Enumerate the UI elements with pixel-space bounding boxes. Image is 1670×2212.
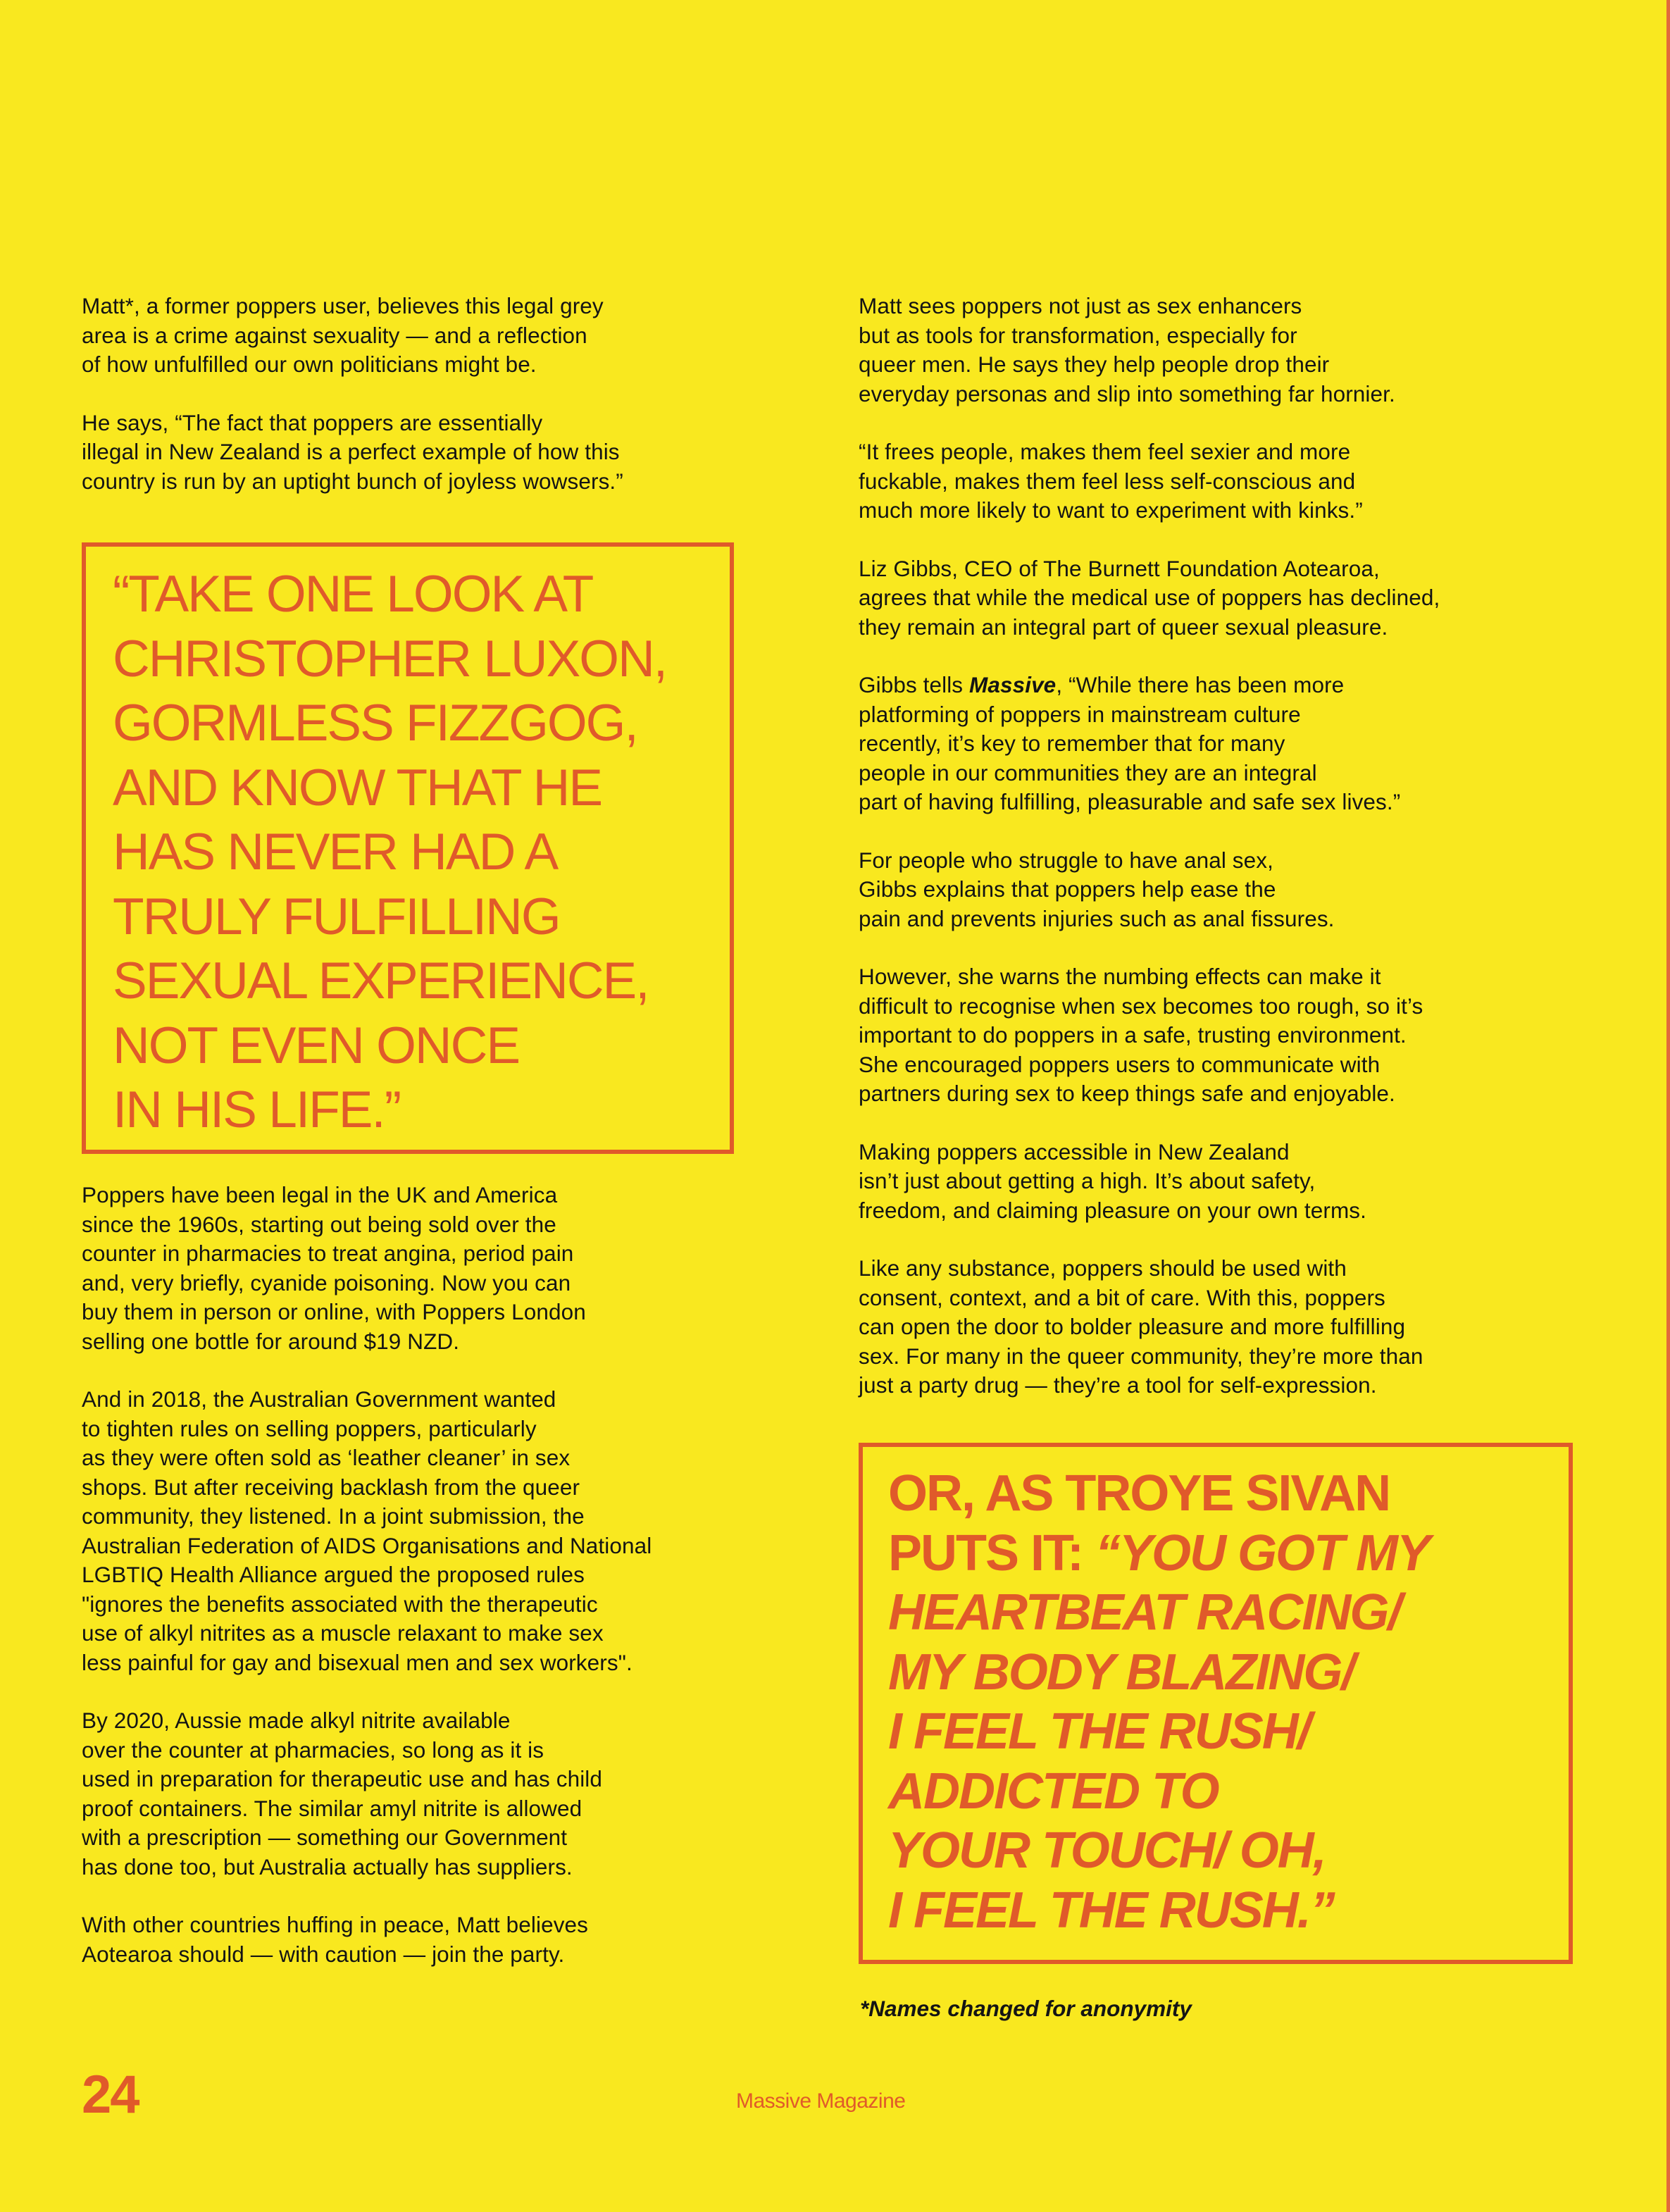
paragraph-matt-quote: He says, “The fact that poppers are essentially illegal in New Zealand is a perfect example of how this country is run by an uptight bunch of joyless wowsers.” (82, 409, 623, 494)
paragraph-join-party: With other countries huffing in peace, Matt believes Aotearoa should — with caution — join the party. (82, 1912, 589, 1967)
gibbs-after: , “While there has been more platforming of poppers in mainstream culture recently, it’s key to remember that for many people in our communities they are an integral part of having fulfilling, pleasurable and safe sex lives.” (859, 672, 1401, 814)
paragraph-australia-2018: And in 2018, the Australian Government wanted to tighten rules on selling poppers, particularly as they were often sold as ‘leather cleaner’ in sex shops. But after receiving backlash from the queer community, they listened. In a joint submission, the Australian Federation of AIDS Organisations and National LGBTIQ Health Alliance argued the proposed rules "ignores the benefits associated with the therapeutic use of alkyl nitrites as a muscle relaxant to make sex less painful for gay and bisexual men and sex workers". (82, 1386, 652, 1675)
gibbs-before: Gibbs tells (859, 672, 970, 697)
page-number: 24 (82, 2065, 139, 2125)
paragraph-anal-sex: For people who struggle to have anal sex, Gibbs explains that poppers help ease the pain and prevents injuries such as anal fissures. (859, 847, 1335, 931)
paragraph-frees-people: “It frees people, makes them feel sexier and more fuckable, makes them feel less self-conscious and much more likely to want to experiment with kinks.” (859, 439, 1363, 523)
paragraph-matt-intro: Matt*, a former poppers user, believes this legal grey area is a crime against sexuality — and a reflection of how unfulfilled our own politicians might be. (82, 293, 604, 377)
paragraph-like-any: Like any substance, poppers should be used with consent, context, and a bit of care. With this, poppers can open the door to bolder pleasure and more fulfilling sex. For many in the queer community, they’re more than just a party drug — they’re a tool for self-expression. (859, 1255, 1423, 1398)
left-column-intro (82, 292, 786, 525)
pull-quote-luxon (82, 542, 734, 1154)
paragraph-legal-uk: Poppers have been legal in the UK and America since the 1960s, starting out being sold over the counter in pharmacies to treat angina, period pain and, very briefly, cyanide poisoning. Now you can buy them in person or online, with Poppers London selling one bottle for around $19 NZD. (82, 1182, 586, 1354)
pull-quote-troye-sivan (859, 1443, 1573, 1964)
footer-publication-title: Massive Magazine (736, 2089, 906, 2113)
paragraph-numbing: However, she warns the numbing effects can make it difficult to recognise when sex becomes too rough, so it’s important to do poppers in a safe, trusting environment. She encouraged poppers users to communicate with partners during sex to keep things safe and enjoyable. (859, 964, 1423, 1106)
left-column-body (82, 1181, 786, 1998)
footnote: *Names changed for anonymity (860, 1996, 1192, 2021)
paragraph-australia-2020: By 2020, Aussie made alkyl nitrite available over the counter at pharmacies, so long as it is used in preparation for therapeutic use and has child proof containers. The similar amyl nitrite is allowed with a prescription — something our Government has done too, but Australia actually has suppliers. (82, 1708, 603, 1879)
pull-quote-lyric: “YOU GOT MY HEARTBEAT RACING/ MY BODY BLAZING/ I FEEL THE RUSH/ ADDICTED TO YOUR TOUCH/ OH, I FEEL THE RUSH.” (888, 1524, 1430, 1939)
publication-mention: Massive (969, 672, 1057, 697)
paragraph-liz-gibbs: Liz Gibbs, CEO of The Burnett Foundation Aotearoa, agrees that while the medical use of poppers has declined, they remain an integral part of queer sexual pleasure. (859, 555, 1440, 640)
right-column (859, 292, 1591, 1429)
paragraph-gibbs-tells (859, 671, 1591, 817)
paragraph-accessible: Making poppers accessible in New Zealand isn’t just about getting a high. It’s about safety, freedom, and claiming pleasure on your own terms. (859, 1138, 1367, 1223)
pull-quote-troye-text (888, 1464, 1429, 1940)
page-edge-line (1666, 0, 1670, 2212)
pull-quote-luxon-text: “TAKE ONE LOOK AT CHRISTOPHER LUXON, GORMLESS FIZZGOG, AND KNOW THAT HE HAS NEVER HAD A TRULY FULFILLING SEXUAL EXPERIENCE, NOT EVEN ONCE IN HIS LIFE.” (113, 566, 667, 1138)
pull-quote-lead: OR, AS TROYE SIVAN PUTS IT: (888, 1465, 1390, 1582)
paragraph-transformation: Matt sees poppers not just as sex enhancers but as tools for transformation, especially for queer men. He says they help people drop their everyday personas and slip into something far hornier. (859, 293, 1395, 406)
